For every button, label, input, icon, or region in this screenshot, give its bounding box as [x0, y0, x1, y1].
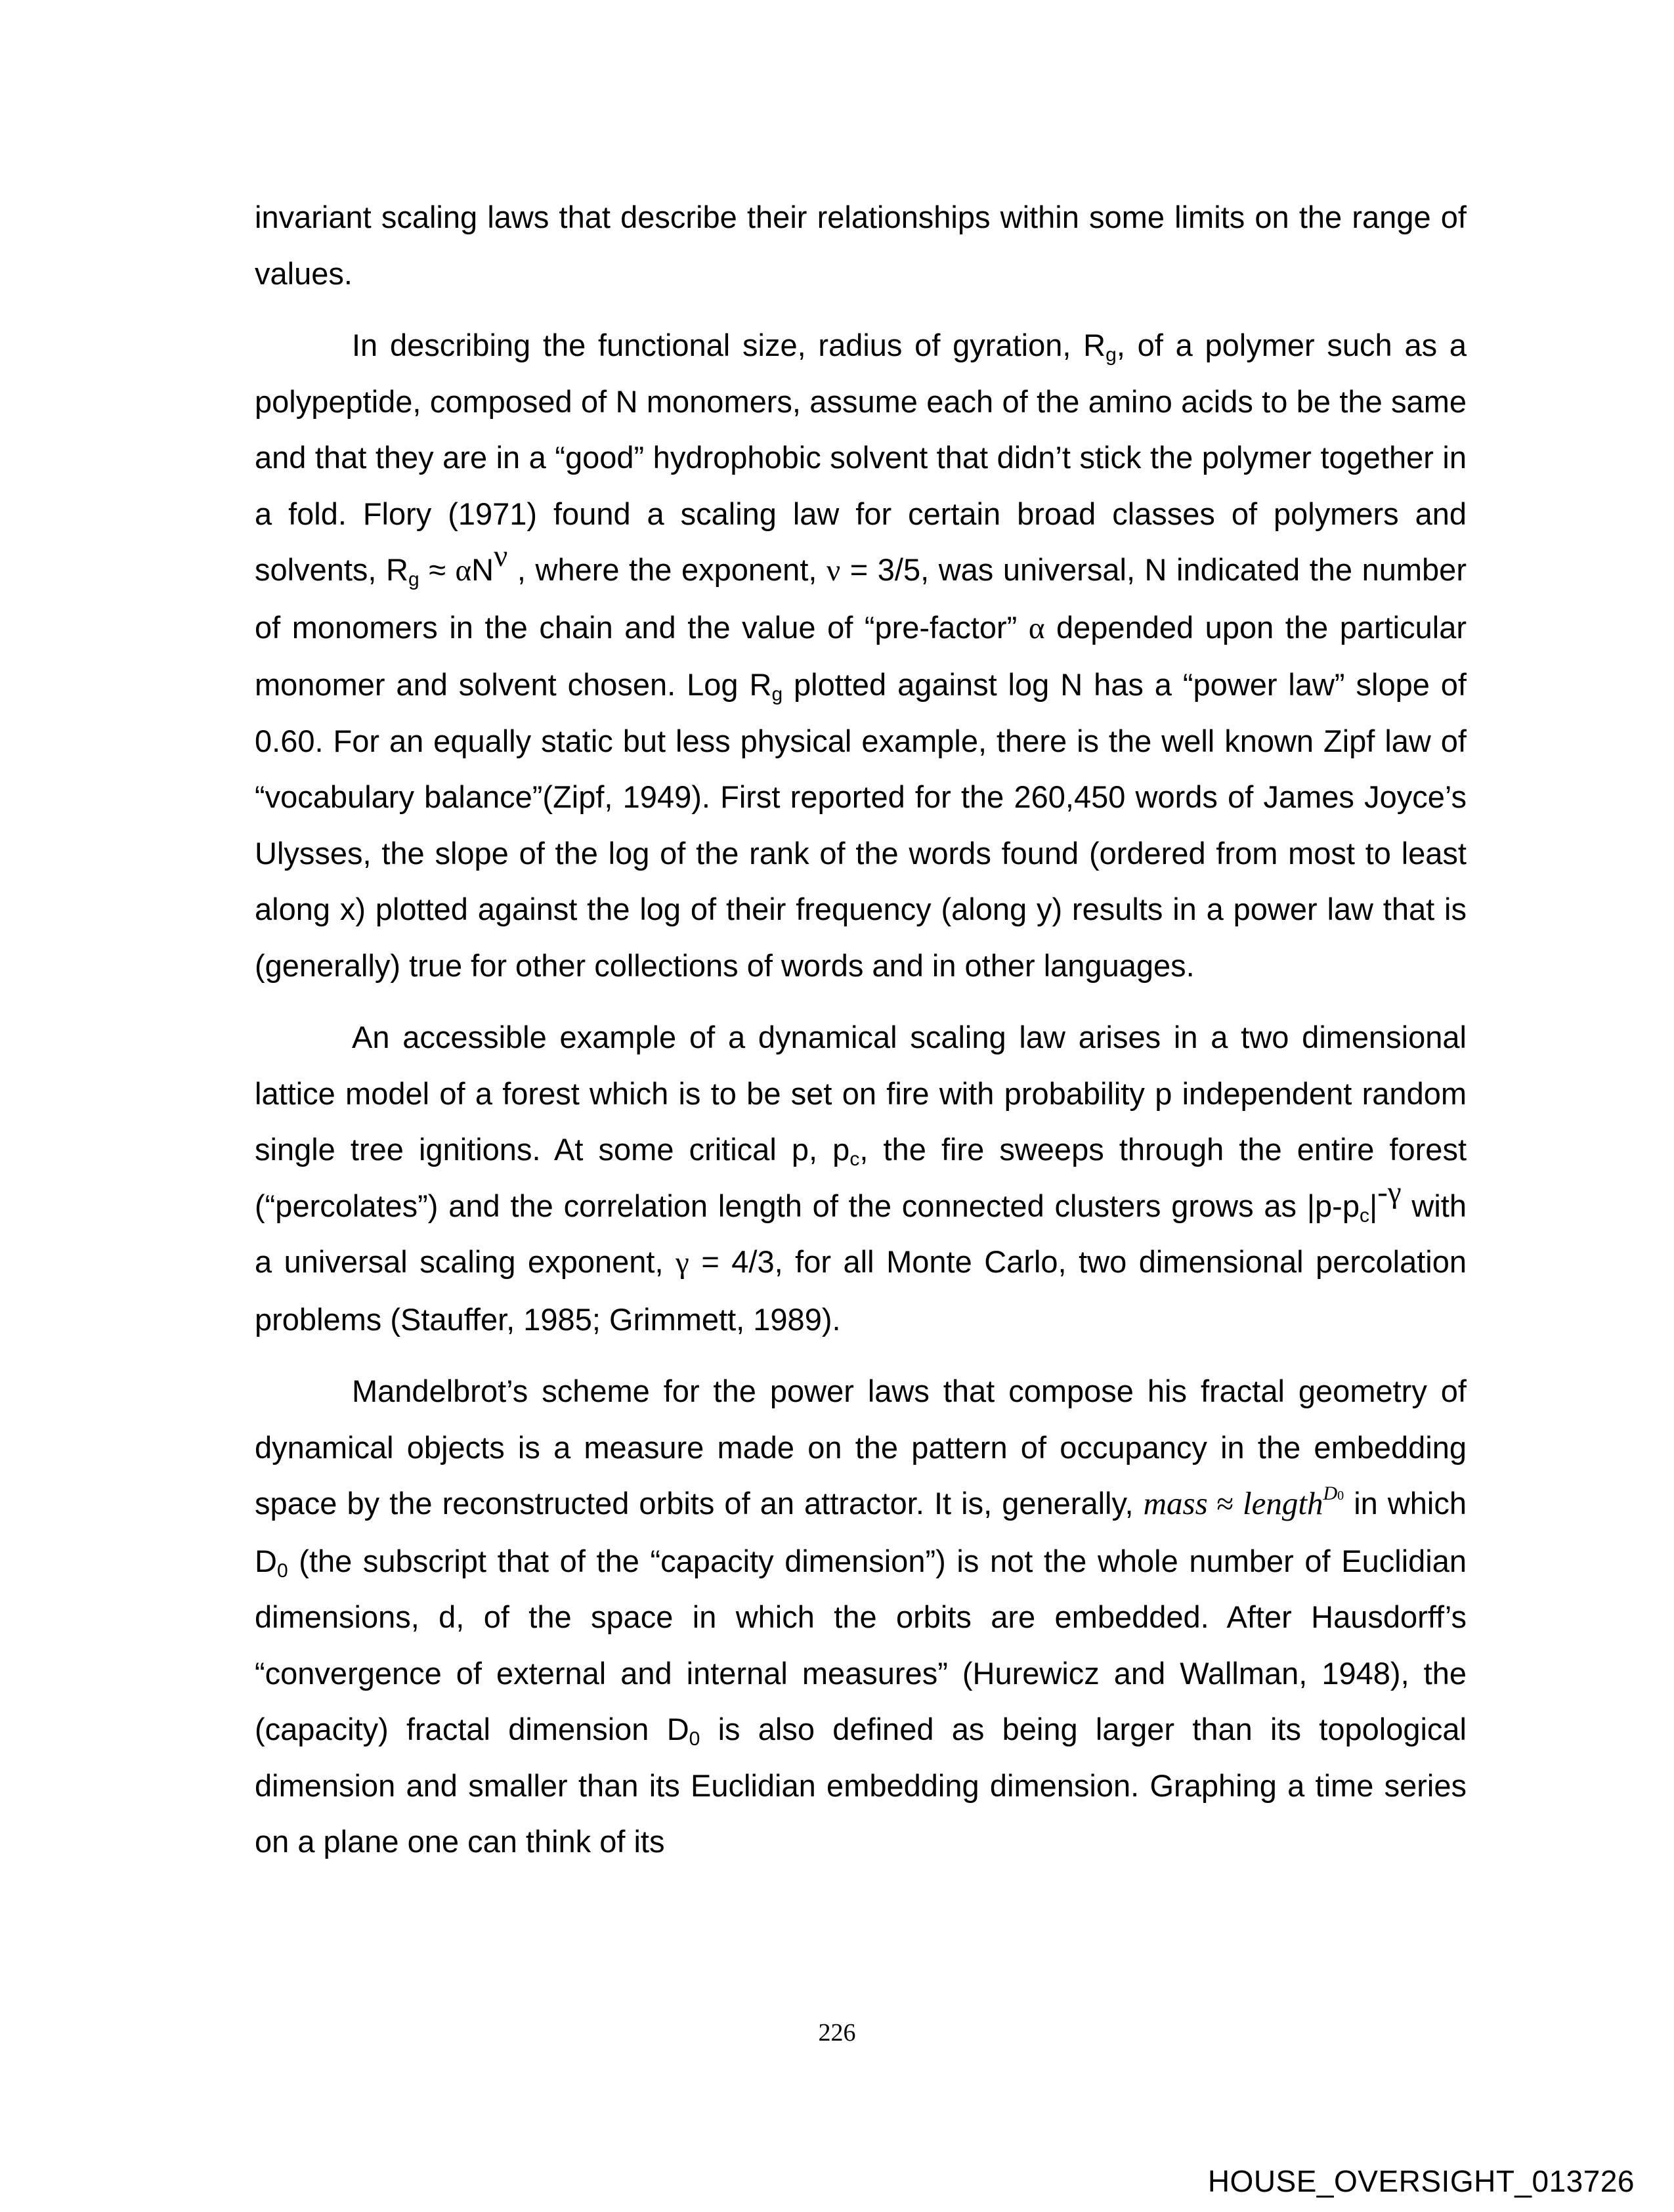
superscript-nu: ν — [494, 539, 508, 573]
paragraph-fractal — [255, 1363, 1467, 1870]
body-text — [255, 189, 1467, 1886]
text-run: An accessible example of a dynamical scaling law arises in a two dimensional lattice model of a forest which is to be set on fire with probability p independent random single tree ignitions. At some critical p, p — [255, 1020, 1467, 1167]
text-run: with a universal scaling exponent, — [255, 1188, 1467, 1279]
gamma-symbol: γ — [676, 1246, 689, 1280]
text-run: In describing the functional size, radius of gyration, R — [352, 328, 1106, 362]
paragraph-percolation — [255, 1009, 1467, 1347]
text-run: = 3/5, was universal, N indicated the number of monomers in the chain and the value of “pre-factor” — [255, 552, 1467, 645]
text-run: Mandelbrot’s scheme for the power laws that compose his fractal geometry of dynamical objects is a measure made on the pattern of occupancy in the embedding space by the reconstructed orbits of an attractor. It is, generally, — [255, 1374, 1467, 1521]
text-run: depended upon the particular monomer and solvent chosen. Log R — [255, 609, 1467, 702]
subscript: 0 — [689, 1728, 700, 1750]
subscript: c — [849, 1148, 860, 1170]
exponent-sub: 0 — [1337, 1488, 1344, 1503]
text-run: , of a polymer such as a polypeptide, composed of N monomers, assume each of the amino acids to be the same and that they are in a “good” hydrophobic solvent that didn’t stick the polymer together in a fold. Flory (1971) found a scaling law for certain broad classes of polymers and solvents, R — [255, 328, 1467, 587]
approx-symbol: ≈ — [1207, 1487, 1243, 1521]
subscript: c — [1359, 1204, 1369, 1226]
text-run: in which D — [255, 1486, 1467, 1578]
page-number: 226 — [818, 2019, 856, 2047]
subscript: g — [1105, 344, 1117, 366]
superscript-gamma: -γ — [1377, 1175, 1402, 1209]
subscript: g — [408, 569, 419, 590]
exponent-d: D — [1323, 1483, 1338, 1504]
text-run: | — [1369, 1188, 1378, 1223]
paragraph-polymer-scaling — [255, 317, 1467, 993]
text-run: N — [471, 552, 494, 587]
formula-exponent — [1323, 1483, 1344, 1504]
approx-symbol: ≈ — [419, 552, 456, 587]
text-run: (the subscript that of the “capacity dimension”) is not the whole number of Euclidian dimensions, d, of the space in which the orbits are embedded. After Hausdorff’s “convergence of external and internal measures” (Hurewicz and Wallman, 1948), the (capacity) fractal dimension D — [255, 1543, 1467, 1746]
text-run: plotted against log N has a “power law” slope of 0.60. For an equally static but less physical example, there is the well known Zipf law of “vocabulary balance”(Zipf, 1949). First reported for the 260,450 words of James Joyce’s Ulysses, the slope of the log of the rank of the words found (ordered from most to least along x) plotted against the log of their frequency (along y) results in a power law that is (generally) true for other collections of words and in other languages. — [255, 667, 1467, 983]
bates-number: HOUSE_OVERSIGHT_013726 — [1207, 2164, 1635, 2198]
alpha-symbol: α — [455, 553, 472, 588]
paragraph-continuation — [255, 189, 1467, 301]
text-run: , the fire sweeps through the entire forest (“percolates”) and the correlation length of the connected clusters grows as |p-p — [255, 1132, 1467, 1223]
alpha-symbol: α — [1028, 611, 1045, 645]
text-run: is also defined as being larger than its topological dimension and smaller than its Euclidian embedding dimension. Graphing a time series on a plane one can think of its — [255, 1712, 1467, 1859]
subscript: g — [771, 683, 783, 705]
nu-symbol: ν — [826, 553, 841, 588]
subscript: 0 — [276, 1559, 288, 1582]
formula-length: length — [1242, 1485, 1323, 1521]
text-run: , where the exponent, — [507, 552, 826, 587]
text-run: = 4/3, for all Monte Carlo, two dimensional percolation problems (Stauffer, 1985; Grimmett, 1989). — [255, 1244, 1467, 1337]
formula-mass: mass — [1143, 1485, 1208, 1521]
paragraph-text: invariant scaling laws that describe their relationships within some limits on the range of values. — [255, 200, 1467, 291]
